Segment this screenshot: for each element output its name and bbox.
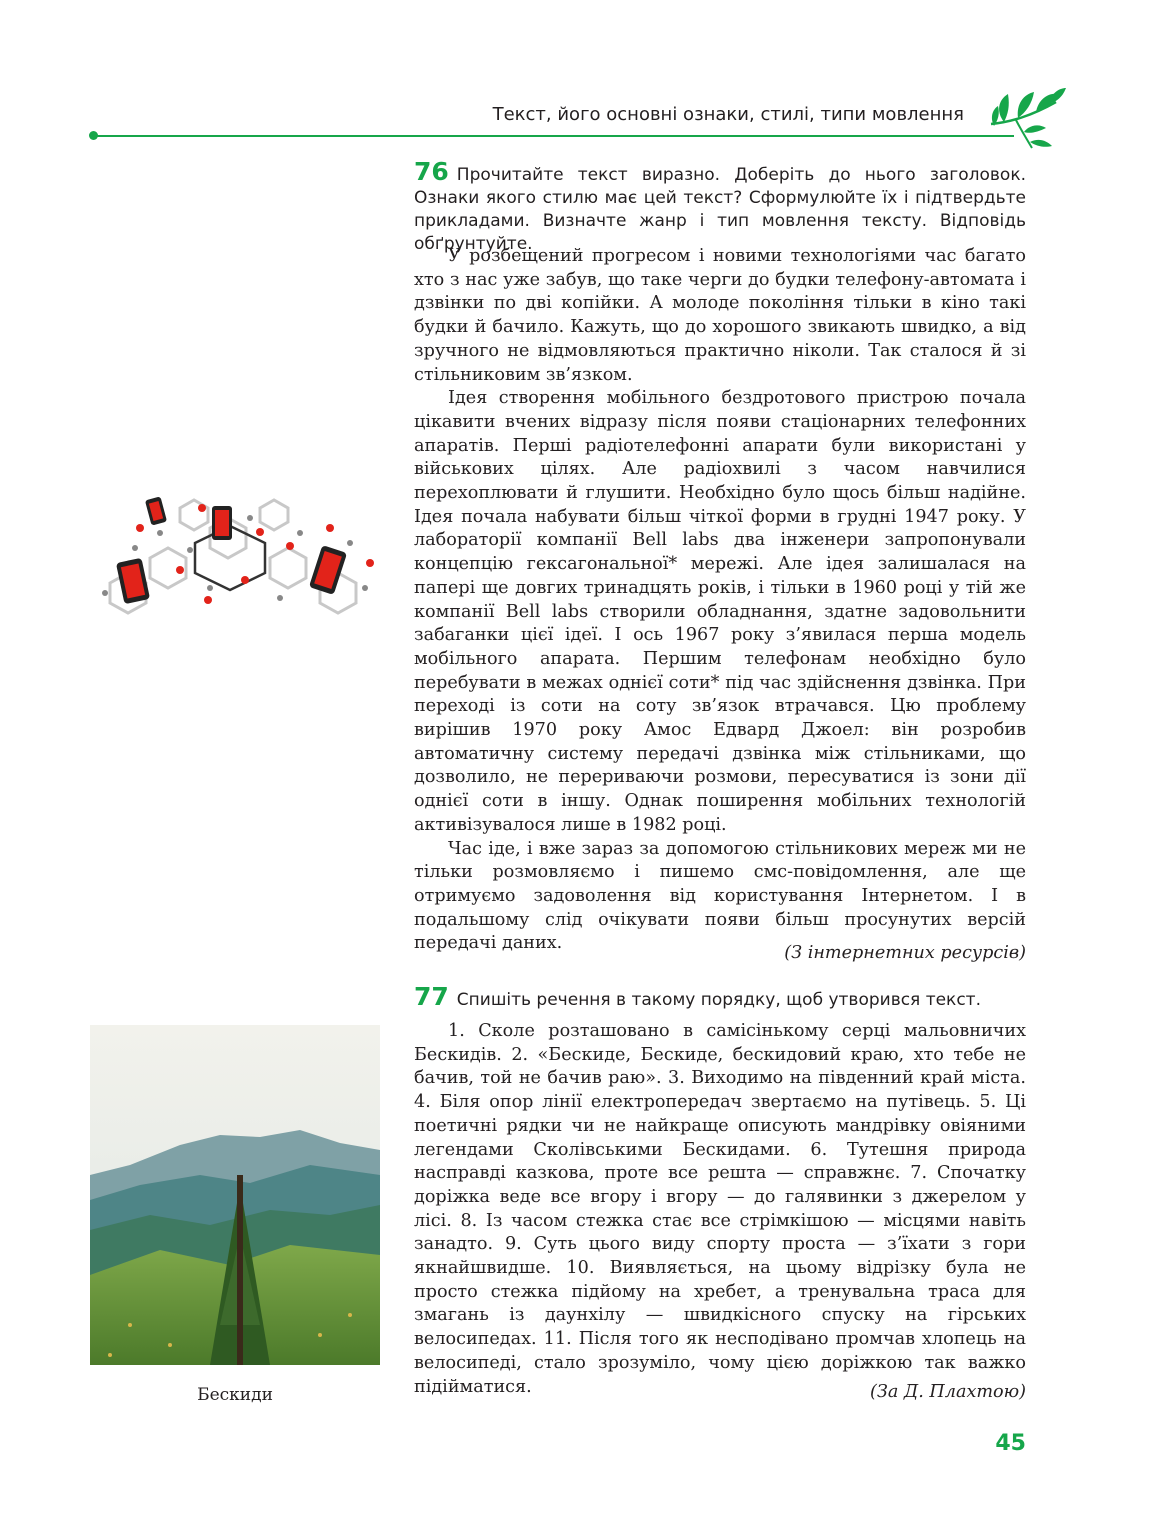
photo-caption: Бескиди xyxy=(197,1385,273,1405)
paragraph: Час іде, і вже зараз за допомогою стільникових мереж ми не тільки розмовляємо і пишемо смс-повідомлення, але ще отримуємо задоволення від користування Інтернетом. І в подальшому слід очікувати появи більш просунутих версій передачі даних. xyxy=(414,838,1026,954)
mountains-photo xyxy=(90,1025,380,1365)
task-76-source: (З інтернетних ресурсів) xyxy=(784,943,1026,963)
mobile-network-illustration xyxy=(90,488,382,616)
task-77-source: (За Д. Плахтою) xyxy=(870,1382,1026,1402)
task-76-instruction xyxy=(414,157,1026,256)
paragraph: У розбещений прогресом і новими технологіями час багато хто з нас уже забув, що таке черги до будки телефону-автомата і дзвінки по дві копійки. А молоде покоління тільки в кіно такі будки й бачило. Кажуть, що до хорошого звикають швидко, а від зручного не відмовляються практично ніколи. Так сталося й зі стільниковим зв’язком. xyxy=(414,246,1026,385)
page-header-title: Текст, його основні ознаки, стилі, типи мовлення xyxy=(492,104,964,125)
task-76-number: 76 xyxy=(414,157,449,186)
page-number: 45 xyxy=(995,1431,1026,1456)
paragraph: Ідея створення мобільного бездротового пристрою почала цікавити вчених відразу після появи стаціонарних телефонних апаратів. Перші радіотелефонні апарати були використані у військових цілях. Але радіохвилі з часом навчилися перехоплювати й глушити. Необхідно було щось більш надійне. Ідея почала набувати більш чіткої форми в грудні 1947 року. У лабораторії компанії Bell labs два інженери запропонували концепцію гексагональної* мережі. Але ідея залишалася на папері ще довгих тринадцять років, і тільки в 1960 році у тій же компанії Bell labs створили обладнання, здатне задовольнити забаганки цієї ідеї. І ось 1967 року з’явилася перша модель мобільного апарата. Першим телефонам необхідно було перебувати в межах однієї соти* під час здійснення дзвінка. При переході із соти на соту зв’язок втрачався. Цю проблему вирішив 1970 року Амос Едвард Джоел: він розробив автоматичну систему передачі дзвінка між стільниками, що дозволило, не перериваючи розмови, пересуватися із зони дії однієї соти в іншу. Однак поширення мобільних технологій активізувалося лише в 1982 році. xyxy=(414,388,1026,835)
header-rule xyxy=(94,135,1014,137)
header-rule-dot xyxy=(89,131,98,140)
task-77-text: Спишіть речення в такому порядку, щоб утворився текст. xyxy=(456,990,981,1010)
task-77-text-body xyxy=(414,1020,1026,1399)
leaves-icon xyxy=(986,82,1066,152)
task-76-text: Прочитайте текст виразно. Доберіть до нього заголовок. Ознаки якого стилю має цей текст? Сформулюйте їх і підтвердьте прикладами. Визначте жанр і тип мовлення тексту. Відповідь обґрунтуйте. xyxy=(414,165,1026,254)
task-76-text-body xyxy=(414,245,1026,956)
task-77-instruction xyxy=(414,982,1026,1012)
paragraph: 1. Сколе розташовано в самісінькому серці мальовничих Бескидів. 2. «Бескиде, Бескиде, бескидовий краю, хто тебе не бачив, той не бачив раю». 3. Виходимо на південний край міста. 4. Біля опор лінії електропередач звертаємо на путівець. 5. Ці поетичні рядки чи не найкраще описують мандрівку овіяними легендами Сколівськими Бескидами. 6. Тутешня природа насправді казкова, проте все решта — справжнє. 7. Спочатку доріжка веде все вгору і вгору — до галявинки з джерелом у лісі. 8. Із часом стежка стає все стрімкішою — місцями навіть занадто. 9. Суть цього виду спорту проста — з’їхати з гори якнайшвидше. 10. Виявляється, на цьому відрізку була не просто стежка підйому на хребет, а тренувальна траса для змагань із даунхілу — швидкісного спуску на гірських велосипедах. 11. Після того як несподівано промчав хлопець на велосипеді, стало зрозуміло, чому цією доріжкою так важко підійматися. xyxy=(414,1021,1026,1397)
task-77-number: 77 xyxy=(414,982,449,1011)
